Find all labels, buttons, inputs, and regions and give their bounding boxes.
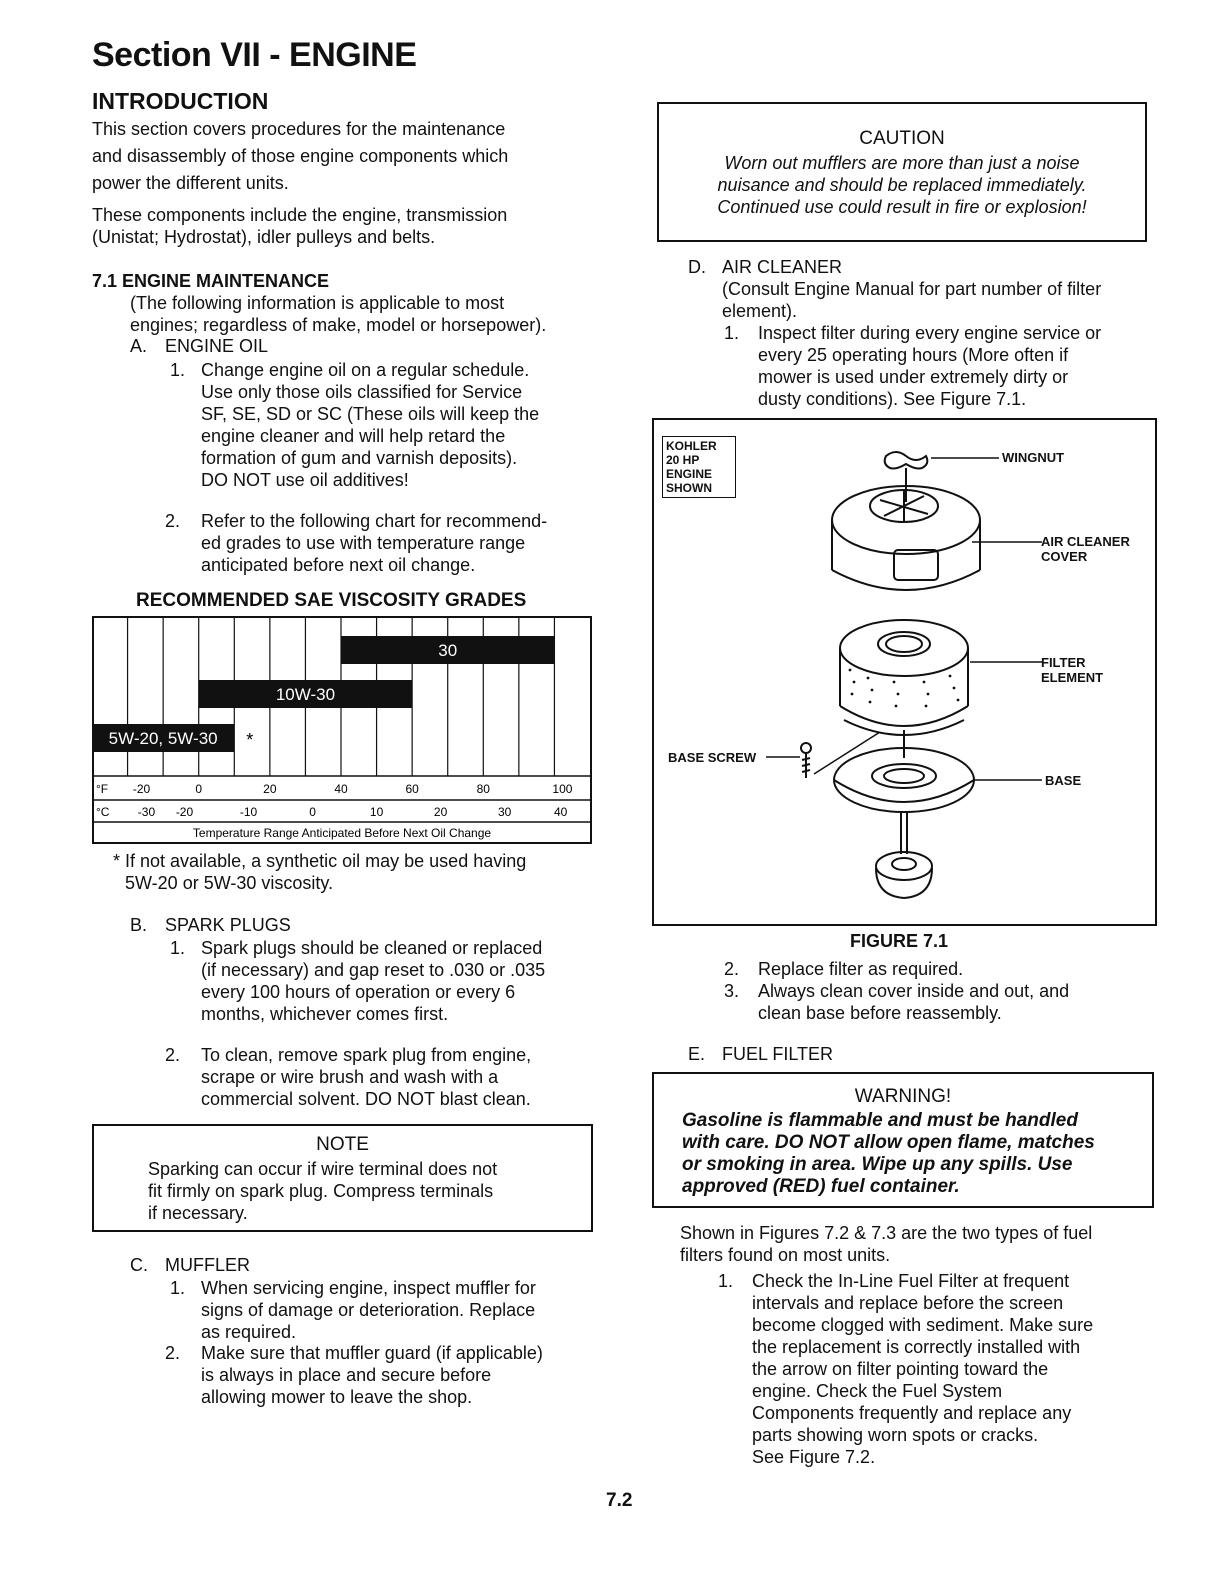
text-line: mower is used under extremely dirty or xyxy=(758,367,1069,387)
fuel-filter-intro xyxy=(680,1222,1092,1266)
muffler-item-1-number: 1. xyxy=(170,1278,186,1298)
text-line: Components frequently and replace any xyxy=(752,1403,1072,1423)
spark-item-1-text xyxy=(201,937,545,1025)
celsius-tick: 20 xyxy=(433,805,448,819)
maintenance-heading: 7.1 ENGINE MAINTENANCE xyxy=(92,271,330,291)
text-line: months, whichever comes first. xyxy=(201,1004,449,1024)
air-cleaner-title: AIR CLEANER xyxy=(722,257,843,277)
text-line: filters found on most units. xyxy=(680,1245,891,1265)
muffler-item-2-number: 2. xyxy=(165,1343,181,1363)
text-line: the arrow on filter pointing toward the xyxy=(752,1359,1049,1379)
oil-item-1-text xyxy=(201,359,539,491)
muffler-item-2-text xyxy=(201,1342,543,1408)
text-line: and disassembly of those engine components which xyxy=(92,146,509,166)
note-box xyxy=(92,1124,593,1232)
text-line: Change engine oil on a regular schedule. xyxy=(201,360,530,380)
celsius-tick: 10 xyxy=(369,805,384,819)
fahrenheit-tick: 0 xyxy=(195,782,203,796)
fahrenheit-tick: 100 xyxy=(552,782,573,796)
text-line: Shown in Figures 7.2 & 7.3 are the two types of fuel xyxy=(680,1223,1093,1243)
fahrenheit-tick: 40 xyxy=(334,782,348,796)
text-line: Check the In-Line Fuel Filter at frequent xyxy=(752,1271,1070,1291)
text-line: element). xyxy=(722,301,798,321)
engine-oil-title: ENGINE OIL xyxy=(165,336,269,356)
text-line: power the different units. xyxy=(92,173,289,193)
figure-caption: FIGURE 7.1 xyxy=(850,931,949,951)
text-line: When servicing engine, inspect muffler for xyxy=(201,1278,536,1298)
text-line: Inspect filter during every engine service or xyxy=(758,323,1102,343)
celsius-tick: -30 xyxy=(137,805,156,819)
text-line: Make sure that muffler guard (if applicable) xyxy=(201,1343,543,1363)
fahrenheit-tick: 80 xyxy=(476,782,490,796)
text-line: Refer to the following chart for recommend- xyxy=(201,511,548,531)
text-line: if necessary. xyxy=(148,1203,248,1223)
air-item-2-text: Replace filter as required. xyxy=(758,959,964,979)
text-line: with care. DO NOT allow open flame, matches xyxy=(682,1132,1095,1153)
text-line: To clean, remove spark plug from engine, xyxy=(201,1045,532,1065)
text-line: engine. Check the Fuel System xyxy=(752,1381,1003,1401)
celsius-tick: 30 xyxy=(497,805,512,819)
text-line: every 100 hours of operation or every 6 xyxy=(201,982,516,1002)
text-line: KOHLER xyxy=(666,439,717,453)
air-item-1-text xyxy=(758,322,1101,410)
mounting-stud-icon xyxy=(876,812,932,898)
text-line: approved (RED) fuel container. xyxy=(682,1176,960,1197)
text-line: (The following information is applicable to most xyxy=(130,293,505,313)
text-line: engines; regardless of make, model or horsepower). xyxy=(130,315,547,335)
spark-plugs-title: SPARK PLUGS xyxy=(165,915,291,935)
text-line: Gasoline is flammable and must be handled xyxy=(682,1110,1078,1131)
viscosity-chart xyxy=(92,616,592,844)
text-line: (Unistat; Hydrostat), idler pulleys and belts. xyxy=(92,227,436,247)
text-line: This section covers procedures for the maintenance xyxy=(92,119,506,139)
engine-oil-label: A. xyxy=(130,336,148,356)
text-line: AIR CLEANER xyxy=(1041,534,1130,549)
text-line: DO NOT use oil additives! xyxy=(201,470,409,490)
viscosity-chart-svg xyxy=(92,616,592,844)
celsius-tick: -10 xyxy=(239,805,258,819)
spark-plugs-label: B. xyxy=(130,915,148,935)
text-line: engine cleaner and will help retard the xyxy=(201,426,506,446)
text-line: formation of gum and varnish deposits). xyxy=(201,448,518,468)
viscosity-bar-label: 10W-30 xyxy=(275,685,336,704)
x-axis-label: Temperature Range Anticipated Before Next Oil Change xyxy=(192,826,492,840)
air-cleaner-cover-label xyxy=(1041,534,1130,564)
air-item-3-number: 3. xyxy=(724,981,740,1001)
air-item-2-number: 2. xyxy=(724,959,740,979)
text-line: signs of damage or deterioration. Replace xyxy=(201,1300,536,1320)
intro-heading: INTRODUCTION xyxy=(92,88,269,114)
filter-element-icon xyxy=(840,620,1042,735)
text-line: anticipated before next oil change. xyxy=(201,555,476,575)
text-line: 5W-20 or 5W-30 viscosity. xyxy=(125,873,334,893)
fuel-filter-label: E. xyxy=(688,1044,706,1064)
note-title: NOTE xyxy=(316,1134,369,1155)
text-line: ed grades to use with temperature range xyxy=(201,533,526,553)
viscosity-bar-label: 5W-20, 5W-30 xyxy=(108,729,218,748)
celsius-tick: -20 xyxy=(175,805,194,819)
filter-pleats-icon xyxy=(849,669,960,708)
warning-box xyxy=(652,1072,1154,1208)
text-line: Use only those oils classified for Service xyxy=(201,382,523,402)
celsius-tick: 0 xyxy=(309,805,316,819)
fuel-filter-title: FUEL FILTER xyxy=(722,1044,834,1064)
text-line: nuisance and should be replaced immediately. xyxy=(717,175,1087,195)
warning-text xyxy=(682,1110,1095,1198)
fahrenheit-tick: 20 xyxy=(263,782,277,796)
viscosity-bar-label: 30 xyxy=(438,641,458,660)
celsius-label: °C xyxy=(96,805,110,819)
air-item-1-number: 1. xyxy=(724,323,740,343)
chart-title: RECOMMENDED SAE VISCOSITY GRADES xyxy=(136,590,527,611)
page-title: Section VII - ENGINE xyxy=(92,36,417,74)
text-line: or smoking in area. Wipe up any spills. Use xyxy=(682,1154,1073,1175)
text-line: scrape or wire brush and wash with a xyxy=(201,1067,499,1087)
text-line: Continued use could result in fire or explosion! xyxy=(717,197,1087,217)
filter-element-label xyxy=(1041,655,1103,685)
air-cleaner-label: D. xyxy=(688,257,706,277)
text-line: * If not available, a synthetic oil may be used having xyxy=(113,851,527,871)
text-line: Sparking can occur if wire terminal does not xyxy=(148,1159,498,1179)
caution-text xyxy=(659,152,1145,218)
oil-item-1-number: 1. xyxy=(170,360,186,380)
text-line: ELEMENT xyxy=(1041,670,1104,685)
fahrenheit-label: °F xyxy=(96,782,109,796)
caution-title: CAUTION xyxy=(859,128,945,149)
spark-item-2-text xyxy=(201,1044,531,1110)
note-text xyxy=(148,1158,497,1224)
text-line: clean base before reassembly. xyxy=(758,1003,1002,1023)
fahrenheit-tick: -20 xyxy=(132,782,151,796)
text-line: (if necessary) and gap reset to .030 or .035 xyxy=(201,960,546,980)
air-item-3-text xyxy=(758,980,1069,1024)
text-line: Spark plugs should be cleaned or replaced xyxy=(201,938,543,958)
text-line: COVER xyxy=(1041,549,1088,564)
text-line: SF, SE, SD or SC (These oils will keep the xyxy=(201,404,540,424)
oil-item-2-number: 2. xyxy=(165,511,181,531)
text-line: fit firmly on spark plug. Compress terminals xyxy=(148,1181,494,1201)
figure-7-1 xyxy=(652,418,1157,926)
footnote-marker: * xyxy=(246,730,254,750)
text-line: allowing mower to leave the shop. xyxy=(201,1387,473,1407)
chart-footnote xyxy=(113,850,526,894)
text-line: as required. xyxy=(201,1322,297,1342)
spark-item-2-number: 2. xyxy=(165,1045,181,1065)
text-line: commercial solvent. DO NOT blast clean. xyxy=(201,1089,531,1109)
wingnut-icon xyxy=(885,452,999,502)
text-line: every 25 operating hours (More often if xyxy=(758,345,1069,365)
text-line: Worn out mufflers are more than just a noise xyxy=(724,153,1080,173)
text-line: (Consult Engine Manual for part number of filter xyxy=(722,279,1102,299)
fahrenheit-tick: 60 xyxy=(405,782,419,796)
air-cleaner-cover-icon xyxy=(832,486,1042,590)
text-line: FILTER xyxy=(1041,655,1086,670)
fuel-item-1-number: 1. xyxy=(718,1271,734,1291)
text-line: SHOWN xyxy=(666,481,712,495)
page-number: 7.2 xyxy=(606,1490,633,1511)
air-cleaner-intro xyxy=(722,278,1101,322)
text-line: intervals and replace before the screen xyxy=(752,1293,1064,1313)
warning-title: WARNING! xyxy=(854,1086,952,1107)
celsius-tick: 40 xyxy=(553,805,568,819)
oil-item-2-text xyxy=(201,510,547,576)
base-screw-label: BASE SCREW xyxy=(668,750,757,765)
caution-box xyxy=(657,102,1147,242)
text-line: the replacement is correctly installed with xyxy=(752,1337,1081,1357)
text-line: 20 HP xyxy=(666,453,700,467)
base-label: BASE xyxy=(1045,773,1082,788)
muffler-title: MUFFLER xyxy=(165,1255,250,1275)
text-line: parts showing worn spots or cracks. xyxy=(752,1425,1039,1445)
text-line: Always clean cover inside and out, and xyxy=(758,981,1070,1001)
text-line: dusty conditions). See Figure 7.1. xyxy=(758,389,1027,409)
intro-paragraph-2 xyxy=(92,204,507,248)
muffler-item-1-text xyxy=(201,1277,536,1343)
text-line: is always in place and secure before xyxy=(201,1365,492,1385)
maintenance-intro xyxy=(130,292,546,336)
fuel-item-1-text xyxy=(752,1270,1093,1468)
spark-item-1-number: 1. xyxy=(170,938,186,958)
muffler-label: C. xyxy=(130,1255,148,1275)
text-line: See Figure 7.2. xyxy=(752,1447,876,1467)
text-line: These components include the engine, transmission xyxy=(92,205,508,225)
text-line: become clogged with sediment. Make sure xyxy=(752,1315,1094,1335)
intro-paragraph-1 xyxy=(92,116,508,197)
wingnut-label: WINGNUT xyxy=(1002,450,1065,465)
text-line: ENGINE xyxy=(666,467,713,481)
